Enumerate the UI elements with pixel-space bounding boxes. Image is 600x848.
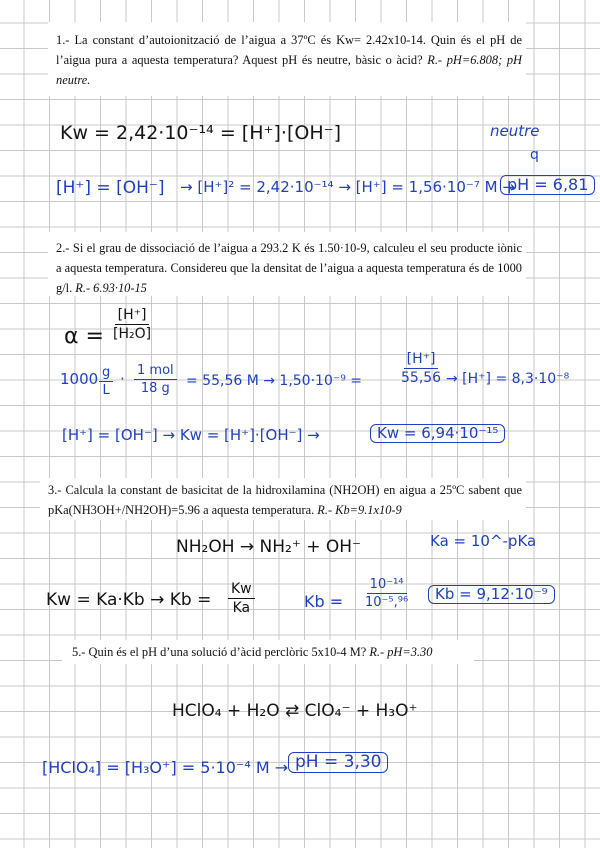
p2-conv-dot: ·	[120, 370, 125, 388]
p1-equality: [H⁺] = [OH⁻]	[56, 178, 165, 198]
p2-conv-fraction-1-den: L	[102, 383, 110, 398]
p2-conv-fraction-3-den: 55,56	[401, 370, 442, 386]
p2-kw-chain: [H⁺] = [OH⁻] → Kw = [H⁺]·[OH⁻] →	[62, 426, 320, 444]
problem-3-number: 3.-	[48, 483, 62, 497]
p3-result-box: Kb = 9,12·10⁻⁹	[428, 585, 555, 604]
p2-conv-fraction-2	[134, 364, 177, 395]
p2-alpha-numerator: [H⁺]	[115, 308, 150, 325]
problem-3-box	[40, 478, 526, 520]
p2-conv-fraction-3-num: [H⁺]	[404, 352, 439, 369]
p3-fraction	[228, 582, 255, 615]
p1-step: → [H⁺]² = 2,42·10⁻¹⁴ → [H⁺] = 1,56·10⁻⁷ M →	[180, 178, 515, 196]
p3-fraction-den: Ka	[232, 600, 251, 616]
p3-ka: Ka = 10^-pKa	[430, 532, 537, 550]
problem-3-answer: R.- Kb=9.1x10-9	[317, 503, 402, 517]
problem-2-number: 2.-	[56, 241, 70, 255]
p3-kb-fraction-den: 10⁻⁵,⁹⁶	[365, 595, 409, 610]
problem-2-box	[48, 232, 526, 296]
p2-conv-result: → [H⁺] = 8,3·10⁻⁸	[446, 371, 570, 387]
problem-5-statement: Quin és el pH d’una solució d’àcid perclòric 5x10-4 M?	[88, 645, 367, 659]
problem-1-statement: La constant d’autoionització de l’aigua a 37ºC és Kw= 2.42x10-14. Quin és el pH de l’aigua pura a aquesta temperatura? Aquest pH és neutre, bàsic o àcid?	[56, 33, 522, 67]
p2-result-box: Kw = 6,94·10⁻¹⁵	[370, 424, 505, 443]
p2-alpha-fraction	[110, 308, 154, 341]
p3-kw-relation: Kw = Ka·Kb → Kb =	[46, 590, 212, 610]
p2-conv-fraction-2-den: 18 g	[140, 381, 170, 396]
p5-result-box: pH = 3,30	[288, 752, 388, 773]
p1-result-box: pH = 6,81	[500, 175, 595, 195]
problem-2-answer: R.- 6.93·10-15	[75, 281, 147, 295]
p2-alpha-denominator: [H₂O]	[113, 326, 152, 342]
p1-kw-expression: Kw = 2,42·10⁻¹⁴ = [H⁺]·[OH⁻]	[60, 122, 342, 144]
p3-kb-lhs: Kb =	[304, 592, 344, 611]
problem-5-number: 5.-	[72, 645, 86, 659]
p3-kb-fraction	[362, 578, 411, 609]
p1-side-note: neutre	[490, 122, 540, 140]
p2-conv-fraction-1	[99, 366, 113, 397]
p3-kb-fraction-num: 10⁻¹⁴	[367, 578, 407, 594]
problem-3-statement: Calcula la constant de basicitat de la hidroxilamina (NH2OH) en aigua a 25ºC sabent que pKa(NH3OH+/NH2OH)=5.96 a aquesta temperatura.	[48, 483, 522, 517]
problem-5-answer: R.- pH=3.30	[369, 645, 433, 659]
p2-conv-mid: = 55,56 M → 1,50·10⁻⁹ =	[186, 373, 363, 389]
p1-side-note-mark: q	[530, 147, 539, 163]
p3-fraction-num: Kw	[228, 582, 255, 599]
p3-reaction: NH₂OH → NH₂⁺ + OH⁻	[176, 537, 362, 557]
problem-1-answer: R.- pH=6.808; pH neutre.	[56, 53, 522, 87]
p5-concentration: [HClO₄] = [H₃O⁺] = 5·10⁻⁴ M →	[42, 758, 289, 777]
problem-1-number: 1.-	[56, 33, 70, 47]
p2-conv-fraction-2-num: 1 mol	[134, 364, 177, 380]
p2-conv-fraction-3	[398, 352, 444, 385]
problem-1-box	[48, 22, 526, 96]
p2-conv-start: 1000	[60, 370, 99, 388]
problem-5-box	[62, 640, 474, 664]
problem-2-statement: Si el grau de dissociació de l’aigua a 293.2 K és 1.50·10-9, calculeu el seu producte iònic a aquesta temperatura. Considereu que la densitat de l’aigua a aquesta temperatura és de 1000 g/l.	[56, 241, 522, 295]
p2-conv-fraction-1-num: g	[99, 366, 113, 382]
p5-reaction: HClO₄ + H₂O ⇄ ClO₄⁻ + H₃O⁺	[172, 701, 418, 721]
p2-alpha-lhs: α =	[64, 324, 104, 349]
